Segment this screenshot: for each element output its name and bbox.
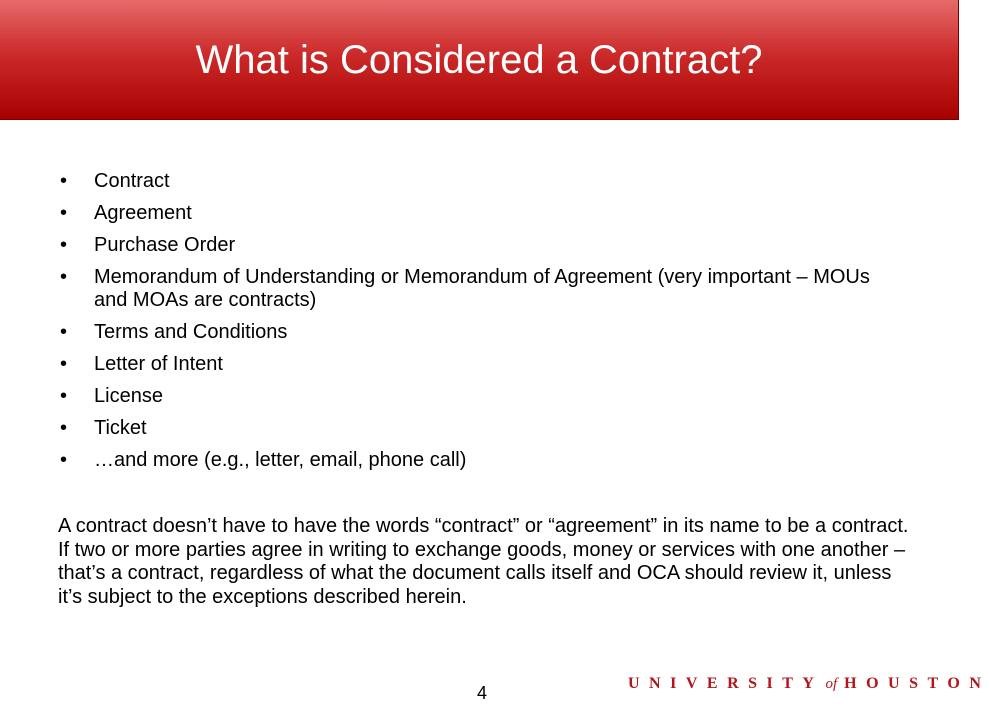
- bullet-text: Purchase Order: [94, 234, 236, 256]
- list-item: [56, 202, 876, 225]
- list-item: [56, 234, 876, 257]
- bullet-text: Terms and Conditions: [94, 321, 288, 343]
- bullet-icon: •: [60, 234, 68, 256]
- slide-title: What is Considered a Contract?: [195, 38, 763, 82]
- bullet-text: Contract: [94, 170, 170, 192]
- bullet-icon: •: [60, 417, 68, 439]
- bullet-text: Letter of Intent: [94, 353, 223, 375]
- bullet-icon: •: [60, 202, 68, 224]
- bullet-icon: •: [60, 449, 68, 471]
- bullet-icon: •: [60, 266, 68, 288]
- bullet-list: [56, 170, 876, 481]
- university-logo: [628, 673, 990, 695]
- bullet-text: Agreement: [94, 202, 192, 224]
- logo-word-houston: HOUSTON: [844, 675, 990, 692]
- list-item: [56, 385, 876, 408]
- bullet-icon: •: [60, 385, 68, 407]
- bullet-text: License: [94, 385, 163, 407]
- logo-word-of: of: [825, 676, 838, 692]
- page-number: 4: [476, 683, 487, 703]
- list-item: [56, 266, 876, 312]
- list-item: [56, 321, 876, 344]
- list-item: [56, 449, 876, 472]
- logo-word-university: UNIVERSITY: [628, 675, 824, 692]
- title-banner: [0, 0, 959, 120]
- list-item: [56, 170, 876, 193]
- list-item: [56, 417, 876, 440]
- bullet-icon: •: [60, 321, 68, 343]
- bullet-text: Ticket: [94, 417, 147, 439]
- bullet-text: …and more (e.g., letter, email, phone call): [94, 449, 467, 471]
- bullet-text: Memorandum of Understanding or Memorandum of Agreement (very important – MOUs and MOAs are contracts): [94, 266, 870, 311]
- bullet-icon: •: [60, 170, 68, 192]
- list-item: [56, 353, 876, 376]
- body-paragraph: A contract doesn’t have to have the words “contract” or “agreement” in its name to be a contract. If two or more parties agree in writing to exchange goods, money or services with one another – that’s a contract, regardless of what the document calls itself and OCA should review it, unless it’s subject to the exceptions described herein.: [58, 515, 909, 608]
- bullet-icon: •: [60, 353, 68, 375]
